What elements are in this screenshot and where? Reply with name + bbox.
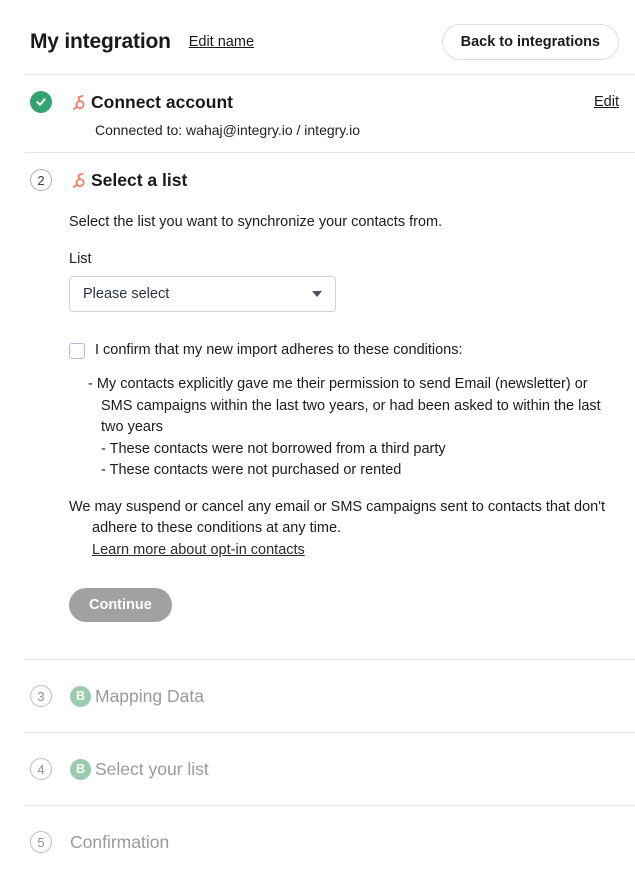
condition-item: - My contacts explicitly gave me their permission to send Email (newsletter) or SMS campaigns within the last two years, or had been asked to within the last two years — [88, 376, 601, 435]
step3-number-badge: 3 — [30, 685, 52, 707]
step5-confirmation-row — [0, 806, 635, 878]
step1-edit-link[interactable]: Edit — [594, 94, 619, 110]
step5-number-badge: 5 — [30, 831, 52, 853]
confirm-checkbox-label: I confirm that my new import adheres to these conditions: — [95, 342, 463, 358]
confirm-checkbox[interactable] — [69, 343, 85, 359]
spacer — [69, 622, 605, 659]
list-field-label: List — [69, 251, 92, 267]
step4-title: Select your list — [95, 758, 209, 779]
brevo-icon: B — [70, 759, 91, 780]
step4-number-badge: 4 — [30, 758, 52, 780]
hubspot-icon — [70, 94, 87, 111]
learn-more-opt-in-link[interactable]: Learn more about opt-in contacts — [92, 541, 305, 558]
chevron-down-icon — [312, 291, 322, 297]
list-dropdown[interactable] — [69, 276, 336, 312]
step2-select-list-row — [0, 153, 635, 191]
confirm-checkbox-row — [69, 342, 605, 359]
connected-status: Connected to: wahaj@integry.io / integry.io — [95, 122, 361, 138]
step1-title: Connect account — [91, 91, 233, 112]
page-header — [0, 0, 635, 60]
step2-content — [0, 214, 635, 659]
edit-name-link[interactable]: Edit name — [188, 34, 255, 50]
disclaimer-text: We may suspend or cancel any email or SMS campaigns sent to contacts that don't adhere to these conditions at any time. — [69, 498, 606, 536]
conditions-list — [69, 374, 614, 482]
check-circle-icon — [30, 91, 52, 113]
step5-title: Confirmation — [70, 831, 170, 852]
step1-connect-account-row — [0, 75, 635, 113]
step2-description: Select the list you want to synchronize your contacts from. — [69, 214, 443, 230]
step2-number-badge: 2 — [30, 169, 52, 191]
hubspot-icon — [70, 172, 87, 189]
condition-item: - These contacts were not purchased or rented — [101, 462, 402, 478]
continue-button[interactable]: Continue — [69, 588, 172, 622]
step3-mapping-data-row — [0, 660, 635, 732]
back-to-integrations-button[interactable]: Back to integrations — [442, 24, 619, 60]
brevo-icon: B — [70, 686, 91, 707]
list-dropdown-value: Please select — [83, 286, 170, 302]
step3-title: Mapping Data — [95, 685, 204, 706]
condition-item: - These contacts were not borrowed from a third party — [101, 440, 446, 457]
step2-title: Select a list — [91, 169, 188, 190]
disclaimer-block — [69, 497, 609, 562]
step4-select-your-list-row — [0, 733, 635, 805]
page-title: My integration — [30, 30, 171, 53]
